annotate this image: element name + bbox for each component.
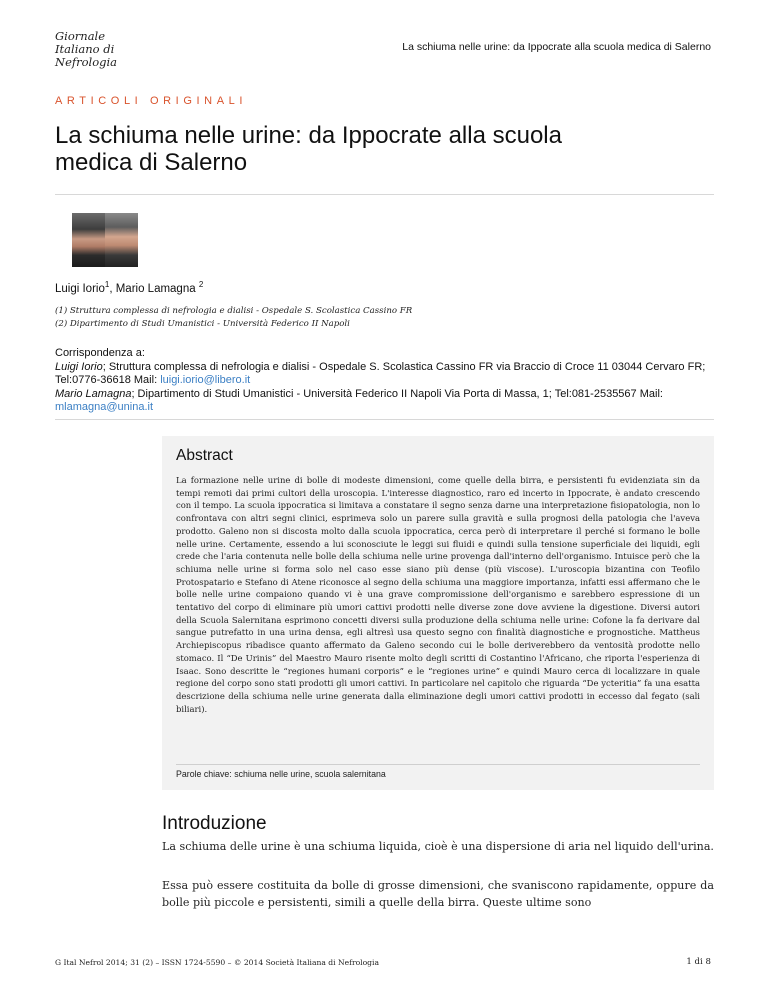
page-number: 1 di 8 <box>686 957 711 967</box>
correspondence-entry <box>55 361 715 388</box>
author-name: Luigi Iorio <box>55 283 105 295</box>
running-title: La schiuma nelle urine: da Ippocrate alla scuola medica di Salerno <box>402 41 711 53</box>
author-affiliation-marker: 1 <box>104 280 110 289</box>
footer-citation: G Ital Nefrol 2014; 31 (2) – ISSN 1724-5590 – © 2014 Società Italiana di Nefrologia <box>55 958 379 967</box>
author-photos <box>72 213 138 267</box>
author-list <box>55 280 203 295</box>
body-paragraph: La schiuma delle urine è una schiuma liquida, cioè è una dispersione di aria nel liquido dell'urina. <box>162 840 714 853</box>
author-affiliation-marker: 2 <box>198 280 204 289</box>
author-photo-lamagna <box>105 213 138 267</box>
correspondence-details: ; Dipartimento di Studi Umanistici - Università Federico II Napoli Via Porta di Massa, 1; Tel:081-2535567 Mail: <box>131 387 663 400</box>
correspondence-name: Luigi Iorio <box>55 360 103 373</box>
abstract-box <box>162 436 714 790</box>
correspondence-label: Corrispondenza a: <box>55 347 145 359</box>
affiliations <box>55 305 412 331</box>
section-label: ARTICOLI ORIGINALI <box>55 95 248 107</box>
journal-logo-line: Nefrologia <box>55 55 118 69</box>
divider <box>55 419 714 420</box>
correspondence-details: ; Struttura complessa di nefrologia e dialisi - Ospedale S. Scolastica Cassino FR via Braccio di Croce 11 03044 Cervaro FR; Tel:0776-36618 Mail: <box>55 360 706 386</box>
keywords: Parole chiave: schiuma nelle urine, scuola salernitana <box>176 769 386 779</box>
divider <box>176 764 700 765</box>
affiliation: (1) Struttura complessa di nefrologia e dialisi - Ospedale S. Scolastica Cassino FR <box>55 306 413 316</box>
journal-logo-line: Italiano di <box>55 42 115 56</box>
journal-logo-line: Giornale <box>55 29 106 43</box>
correspondence <box>55 347 715 415</box>
journal-logo <box>55 30 117 69</box>
author-name: Mario Lamagna <box>115 283 196 295</box>
correspondence-name: Mario Lamagna <box>55 387 132 400</box>
section-heading-introduzione: Introduzione <box>162 813 267 834</box>
abstract-heading: Abstract <box>176 447 233 464</box>
article-title: La schiuma nelle urine: da Ippocrate alla scuola medica di Salerno <box>55 122 562 176</box>
email-link[interactable]: luigi.iorio@libero.it <box>160 374 251 386</box>
email-link[interactable]: mlamagna@unina.it <box>55 401 153 413</box>
divider <box>55 194 714 195</box>
correspondence-entry <box>55 388 715 415</box>
abstract-text: La formazione nelle urine di bolle di modeste dimensioni, come quelle della birra, e persistenti fu evidenziata sin da tempi remoti dai primi cultori della uroscopia. L'interesse diagnostico, raro ed incerto in Ippocrate, è andato crescendo con il tempo. La scuola ippocratica si limitava a constatare il segno senza darne una interpretazione fisiopatologia, non lo confrontava con altri segni clinici, esprimeva solo un parere sulla gravità e sulla prognosi della patologia che l'aveva prodotto. Galeno non si discosta molto dalla scuola ippocratica, cerca però di interpretare il perché si formano le bolle nelle urine. Certamente, essendo a lui sconosciute le leggi sui fluidi e quindi sulla tensione superficiale dei liquidi, egli crede che l'aria contenuta nelle bolle della schiuma nelle urine provenga dall'interno dell'organismo. Intuisce però che la schiuma nelle urine si forma solo nel caso esse siano più dense (più viscose). L'uroscopia bizantina con Teofilo Protospatario e Stefano di Atene riconosce al segno della schiuma una maggiore importanza, infatti essi affermano che le bolle nelle urine compaiono quando vi è una grave compromissione dell'organismo e sarebbero espressione di un tentativo del corpo di eliminare più umori cattivi prodotti nelle diverse zone dove avviene la digestione. Diversi autori della Scuola Salernitana esprimono concetti diversi sulla produzione della schiuma nelle urine: Cofone la fa derivare dal sangue putrefatto in una urina densa, egli altresì usa questo segno con finalità diagnostiche e prognostiche. Mattheus Archiepiscopus ribadisce quanto affermato da Galeno secondo cui le bolle deriverebbero da ventosità prodotte nello stomaco. Il “De Urinis” del Maestro Mauro risente molto degli scritti di Costantino l'Africano, che riporta l'esperienza di Isaac. Sono descritte le “regiones humani corporis” e le “regiones urine” e quindi Mauro cerca di localizzare in quale regione del corpo sono stati prodotti gli umori cattivi. In particolare nel capitolo che riguarda “De ycteritia” fa una esatta descrizione della schiuma nelle urine generata dalla eliminazione degli umori cattivi prodotti in eccesso dal fegato (sali biliari). <box>176 475 700 714</box>
affiliation: (2) Dipartimento di Studi Umanistici - Università Federico II Napoli <box>55 319 350 329</box>
body-paragraph: Essa può essere costituita da bolle di grosse dimensioni, che svaniscono rapidamente, oppure da bolle più piccole e persistenti, simili a quelle della birra. Queste ultime sono <box>162 879 714 910</box>
author-photo-iorio <box>72 213 105 267</box>
author-separator: , <box>109 283 116 295</box>
